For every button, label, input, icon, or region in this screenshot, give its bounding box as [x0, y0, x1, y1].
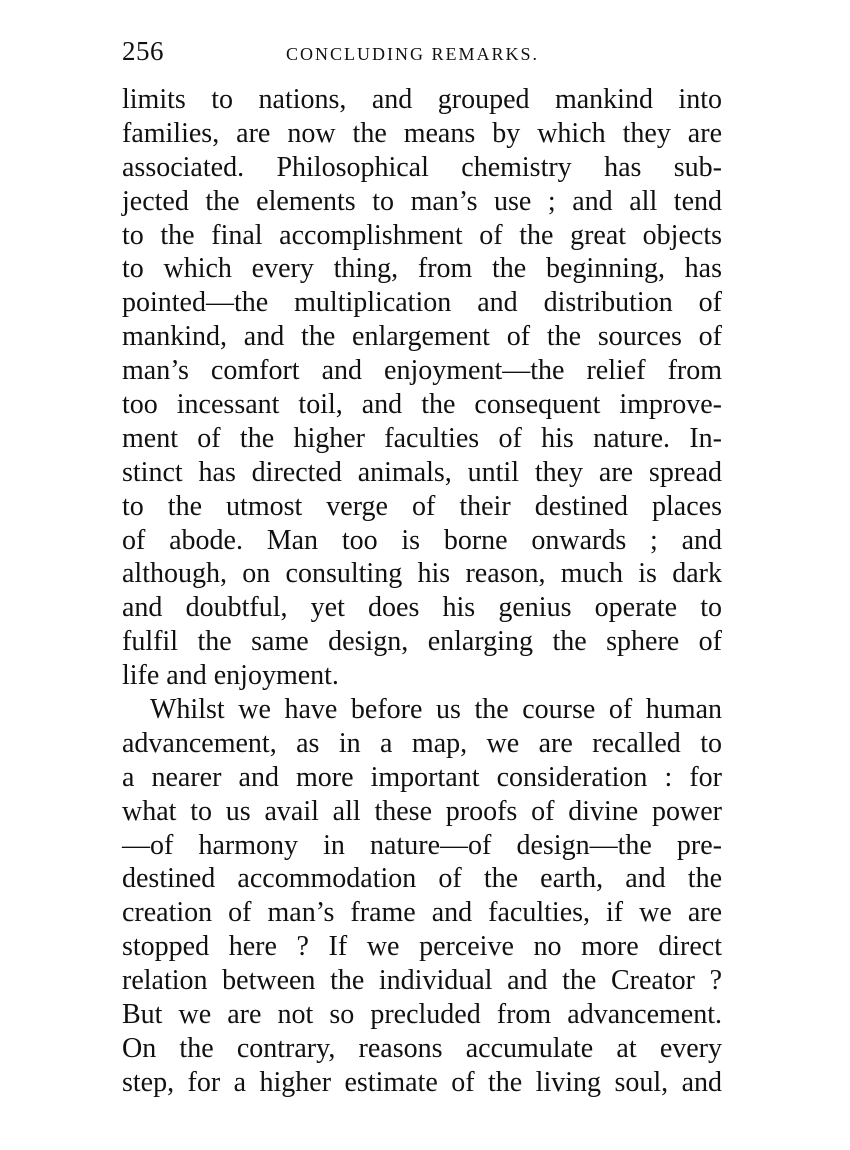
body-text [122, 83, 722, 1100]
text-line: stinct has directed animals, until they are spread [122, 456, 722, 488]
text-line: stopped here ? If we perceive no more direct [122, 931, 722, 963]
text-line: too incessant toil, and the consequent improve- [122, 389, 722, 421]
page-number: 256 [122, 36, 164, 66]
text-line: man’s comfort and enjoyment—the relief from [122, 355, 722, 387]
text-line: step, for a higher estimate of the living soul, and [122, 1066, 722, 1098]
text-line: a nearer and more important consideration : for [122, 761, 722, 793]
page-header [122, 36, 724, 76]
text-line: pointed—the multiplication and distribution of [122, 287, 722, 319]
text-line: relation between the individual and the Creator ? [122, 965, 722, 997]
text-line: On the contrary, reasons accumulate at every [122, 1032, 722, 1064]
text-line: limits to nations, and grouped mankind into [122, 84, 722, 115]
text-line: to which every thing, from the beginning, has [122, 253, 722, 285]
text-line: associated. Philosophical chemistry has sub- [122, 151, 722, 183]
text-line: of abode. Man too is borne onwards ; and [122, 524, 722, 556]
text-line: although, on consulting his reason, much is dark [122, 558, 722, 590]
running-head: CONCLUDING REMARKS. [286, 44, 540, 64]
text-line: to the final accomplishment of the great objects [122, 219, 722, 251]
text-line: ment of the higher faculties of his nature. In- [122, 422, 722, 454]
text-line: life and enjoyment. [122, 660, 339, 692]
text-line: —of harmony in nature—of design—the pre- [122, 829, 722, 861]
text-line: jected the elements to man’s use ; and all tend [122, 185, 722, 217]
text-line: advancement, as in a map, we are recalled to [122, 727, 722, 759]
text-line: destined accommodation of the earth, and the [122, 863, 722, 895]
text-line: and doubtful, yet does his genius operate to [122, 592, 722, 624]
paragraph-1 [122, 83, 722, 693]
paragraph-2 [122, 693, 722, 1100]
text-line: But we are not so precluded from advancement. [122, 999, 722, 1031]
text-line: to the utmost verge of their destined places [122, 490, 722, 522]
text-line: what to us avail all these proofs of divine power [122, 795, 722, 827]
text-line: mankind, and the enlargement of the sources of [122, 321, 722, 353]
text-line: fulfil the same design, enlarging the sphere of [122, 626, 722, 658]
text-line: families, are now the means by which they are [122, 117, 722, 149]
text-line: creation of man’s frame and faculties, if we are [122, 897, 722, 929]
text-line: Whilst we have before us the course of human [150, 694, 722, 726]
